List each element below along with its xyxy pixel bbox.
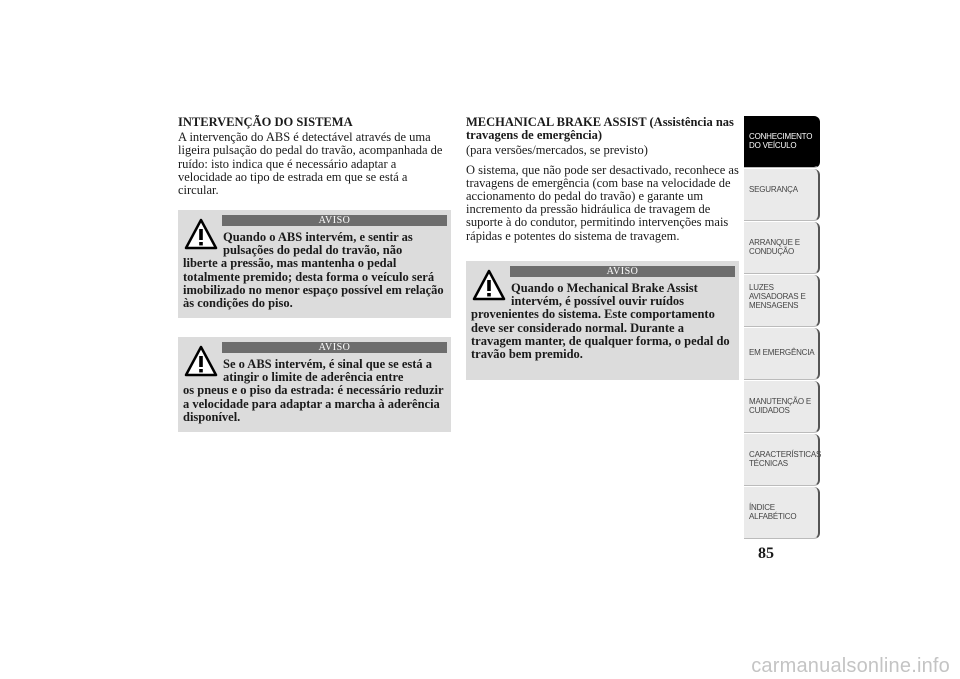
warning-box-abs-pedal xyxy=(178,210,451,318)
warning-box-brake-assist xyxy=(466,261,739,380)
left-column xyxy=(178,116,451,197)
tab-caracteristicas-tecnicas[interactable] xyxy=(744,434,820,486)
warning-text-rest: liberte a pressão, mas mantenha o pedal totalmente premido; desta forma o veículo será imobilizado no menor espaço possível em relação às condições do piso. xyxy=(183,256,444,311)
tab-label: EM EMERGÊNCIA xyxy=(749,348,815,357)
page-number: 85 xyxy=(758,545,774,562)
warning-label: AVISO xyxy=(510,266,735,277)
paragraph-abs-intervention: A intervenção do ABS é detectável através de uma ligeira pulsação do pedal do travão, acompanhada de ruído: isto indica que é necessário adaptar a velocidade ao tipo de estrada em que se está a circular. xyxy=(178,130,443,198)
warning-text-first: Quando o ABS intervém, e sentir as pulsações do pedal do travão, não xyxy=(223,230,413,258)
tab-label: LUZES AVISADORAS E MENSAGENS xyxy=(749,283,806,310)
warning-text xyxy=(471,282,734,361)
tab-em-emergencia[interactable] xyxy=(744,328,820,380)
tab-label: CONHECIMENTO DO VEÍCULO xyxy=(749,132,813,150)
tab-conhecimento-do-veiculo[interactable] xyxy=(744,116,820,168)
watermark: carmanualsonline.info xyxy=(751,655,950,677)
warning-text-first: Se o ABS intervém, é sinal que se está a atingir o limite de aderência entre xyxy=(223,357,433,385)
paragraph-brake-assist: O sistema, que não pode ser desactivado, reconhece as travagens de emergência (com base na velocidade de accionamento do pedal do travão) e garante um incremento da pressão hidráulica de travagem de suporte à do condutor, permitindo intervenções mais rápidas e potentes do sistema de travagem. xyxy=(466,162,739,243)
warning-text-first: Quando o Mechanical Brake Assist intervém, é possível ouvir ruídos xyxy=(511,281,698,309)
warning-text-rest: os pneus e o piso da estrada: é necessário reduzir a velocidade para adaptar a marcha à aderência disponível. xyxy=(183,383,444,424)
tab-label: MANUTENÇÃO E CUIDADOS xyxy=(749,397,812,415)
warning-text xyxy=(183,231,446,310)
tab-label: SEGURANÇA xyxy=(749,185,798,194)
section-subheading: (para versões/mercados, se previsto) xyxy=(466,143,648,158)
tab-manutencao-e-cuidados[interactable] xyxy=(744,381,820,433)
tab-seguranca[interactable] xyxy=(744,169,820,221)
section-heading-brake-assist: MECHANICAL BRAKE ASSIST (Assistência nas travagens de emergência) xyxy=(466,115,734,143)
section-heading-system: INTERVENÇÃO DO SISTEMA xyxy=(178,115,353,129)
tab-luzes-avisadoras[interactable] xyxy=(744,275,820,327)
warning-label: AVISO xyxy=(222,215,447,226)
warning-label: AVISO xyxy=(222,342,447,353)
warning-text xyxy=(183,358,446,424)
tab-label: ARRANQUE E CONDUÇÃO xyxy=(749,238,800,256)
tab-arranque-e-conducao[interactable] xyxy=(744,222,820,274)
tab-indice-alfabetico[interactable] xyxy=(744,487,820,539)
right-column xyxy=(466,116,739,243)
warning-box-abs-limit xyxy=(178,337,451,432)
warning-text-rest: provenientes do sistema. Este comportamento deve ser considerado normal. Durante a travagem manter, de qualquer forma, o pedal do travão bem premido. xyxy=(471,307,730,362)
tab-label: CARACTERÍSTICAS TÉCNICAS xyxy=(749,450,822,468)
tab-label: ÍNDICE ALFABÉTICO xyxy=(749,503,797,521)
